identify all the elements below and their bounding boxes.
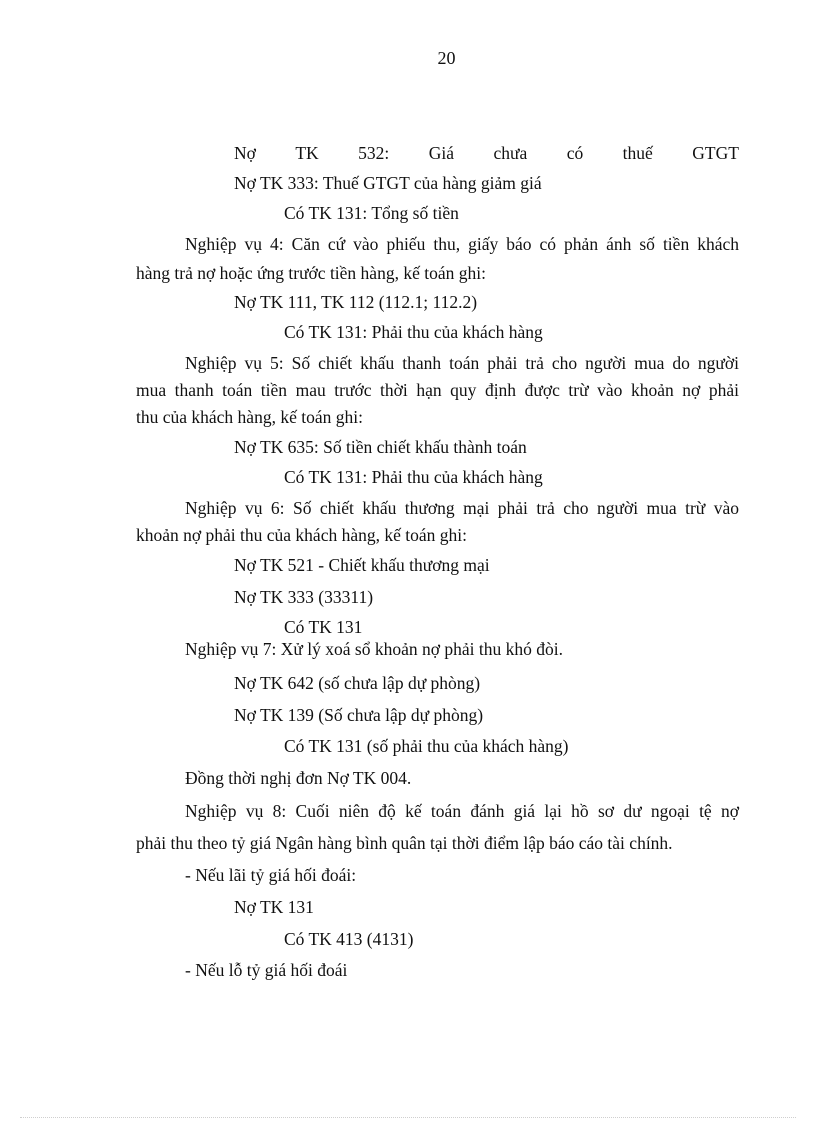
word: Nợ — [234, 143, 256, 163]
entry-co-tk-131-total: Có TK 131: Tổng số tiền — [284, 203, 459, 223]
op7-entry-debit-642: Nợ TK 642 (số chưa lập dự phòng) — [234, 673, 481, 693]
op8-loss-heading: - Nếu lỗ tỷ giá hối đoái — [185, 960, 348, 980]
word: Giá — [428, 143, 454, 163]
op6-entry-debit-521: Nợ TK 521 - Chiết khấu thương mại — [234, 555, 490, 575]
word: 532: — [358, 143, 390, 163]
word: TK — [295, 143, 319, 163]
op8-gain-debit: Nợ TK 131 — [234, 897, 314, 917]
word: thuế — [622, 143, 653, 163]
page-bottom-rule — [20, 1117, 796, 1118]
op7-line1: Nghiệp vụ 7: Xử lý xoá sổ khoản nợ phải thu khó đòi. — [185, 639, 563, 659]
op8-gain-heading: - Nếu lãi tỷ giá hối đoái: — [185, 865, 357, 885]
op5-entry-debit: Nợ TK 635: Số tiền chiết khấu thành toán — [234, 437, 527, 457]
entry-no-tk-333: Nợ TK 333: Thuế GTGT của hàng giảm giá — [234, 173, 542, 193]
op5-line1: Nghiệp vụ 5: Số chiết khấu thanh toán phải trả cho người mua do người — [185, 353, 739, 373]
op6-entry-credit: Có TK 131 — [284, 617, 363, 637]
op7-entry-debit-139: Nợ TK 139 (Số chưa lập dự phòng) — [234, 705, 484, 725]
op7-entry-credit: Có TK 131 (số phải thu của khách hàng) — [284, 736, 569, 756]
op5-line3: thu của khách hàng, kế toán ghi: — [136, 407, 363, 427]
op4-entry-credit: Có TK 131: Phải thu của khách hàng — [284, 322, 543, 342]
entry-no-tk-532 — [234, 142, 739, 164]
op5-entry-credit: Có TK 131: Phải thu của khách hàng — [284, 467, 543, 487]
op5-line2: mua thanh toán tiền mau trước thời hạn quy định được trừ vào khoản nợ phải — [136, 380, 739, 400]
op8-line2: phải thu theo tỷ giá Ngân hàng bình quân tại thời điểm lập báo cáo tài chính. — [136, 833, 673, 853]
word: có — [566, 143, 584, 163]
op4-line1: Nghiệp vụ 4: Căn cứ vào phiếu thu, giấy báo có phản ánh số tiền khách — [185, 234, 739, 254]
op6-line1: Nghiệp vụ 6: Số chiết khấu thương mại phải trả cho người mua trừ vào — [185, 498, 739, 518]
op4-entry-debit: Nợ TK 111, TK 112 (112.1; 112.2) — [234, 292, 478, 312]
word: chưa — [493, 143, 528, 163]
op6-line2: khoản nợ phải thu của khách hàng, kế toán ghi: — [136, 525, 467, 545]
op8-gain-credit: Có TK 413 (4131) — [284, 929, 414, 949]
word: GTGT — [692, 143, 739, 163]
page-number: 20 — [437, 48, 456, 68]
op6-entry-debit-333: Nợ TK 333 (33311) — [234, 587, 374, 607]
op7-off-balance: Đồng thời nghị đơn Nợ TK 004. — [185, 768, 412, 788]
op4-line2: hàng trả nợ hoặc ứng trước tiền hàng, kế toán ghi: — [136, 263, 486, 283]
op8-line1: Nghiệp vụ 8: Cuối niên độ kế toán đánh giá lại hồ sơ dư ngoại tệ nợ — [185, 801, 739, 821]
